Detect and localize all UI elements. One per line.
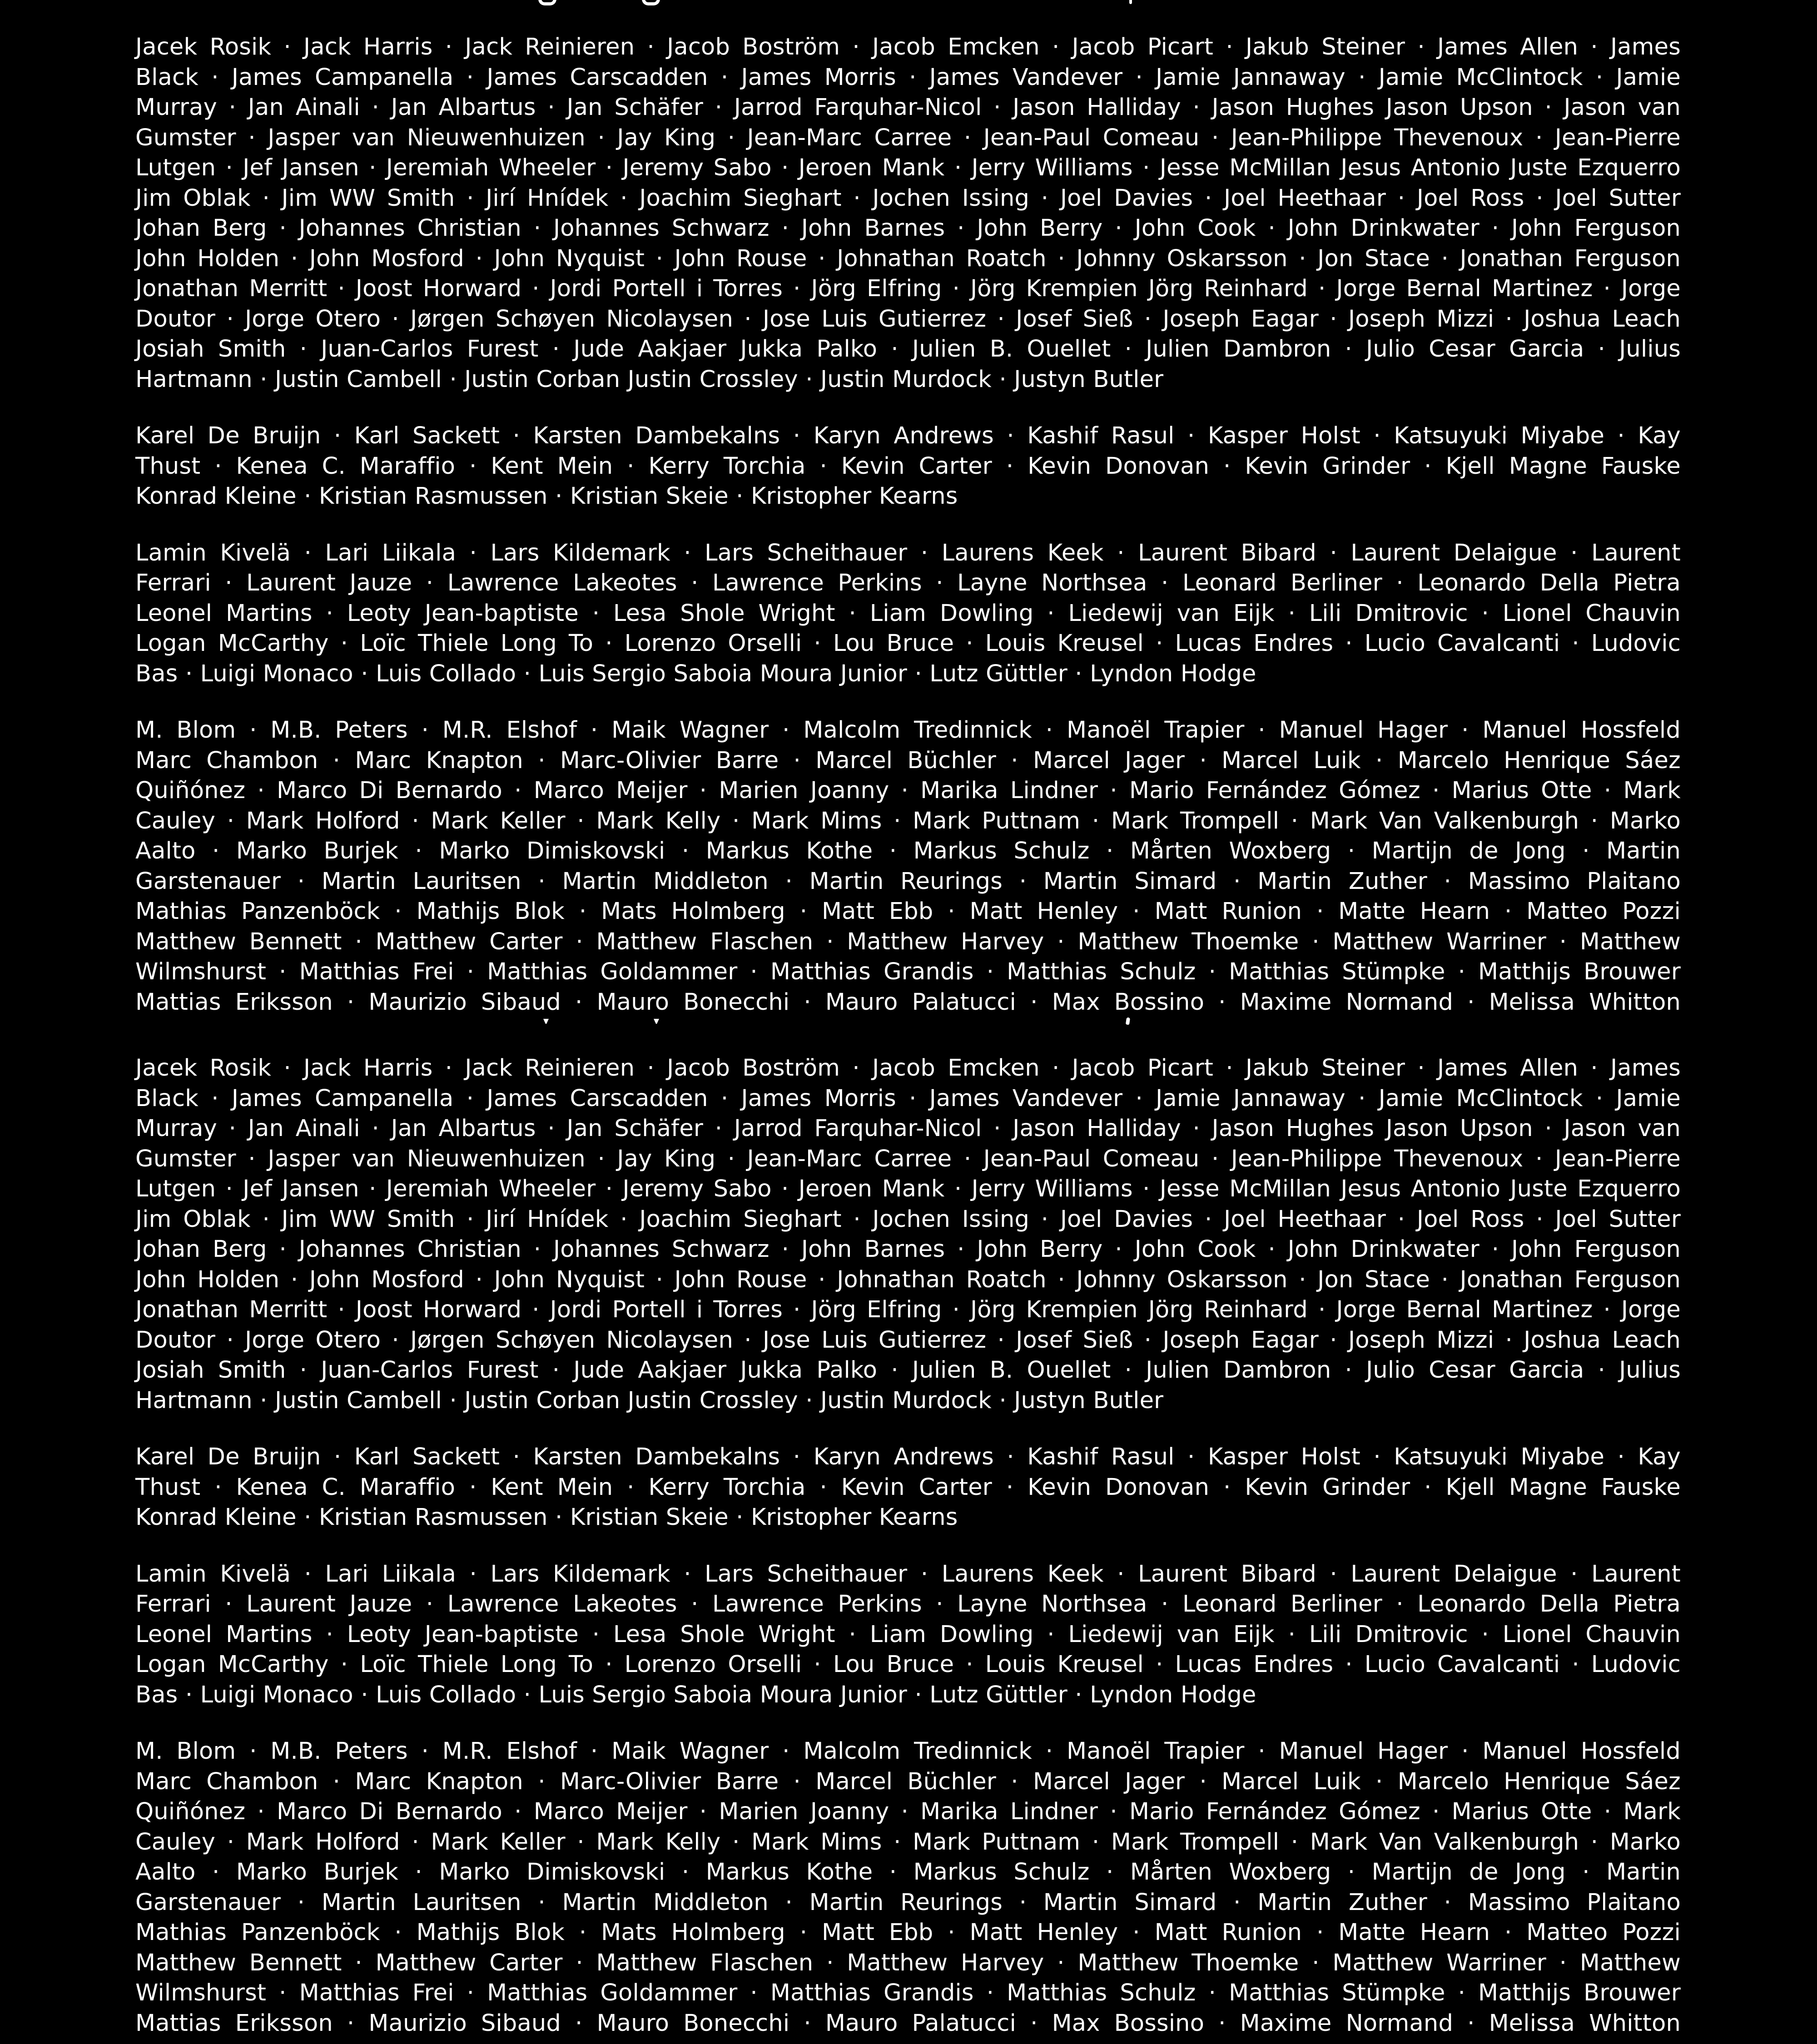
credits-line: Konrad Kleine · Kristian Rasmussen · Kristian Skeie · Kristopher Kearns xyxy=(135,1504,958,1531)
credits-line: Logan McCarthy · Loïc Thiele Long To · Lorenzo Orselli · Lou Bruce · Louis Kreusel · Lucas Endres · Lucio Cavalcanti · Ludovic xyxy=(135,1651,1681,1678)
credits-tile xyxy=(135,32,1681,1017)
credits-line: John Holden · John Mosford · John Nyquist · John Rouse · Johnathan Roatch · Johnny Oskarsson · Jon Stace · Jonathan Ferguson xyxy=(135,1266,1681,1293)
credits-line: Garstenauer · Martin Lauritsen · Martin Middleton · Martin Reurings · Martin Simard · Martin Zuther · Massimo Plaitano xyxy=(135,1889,1681,1916)
credits-line: Ferrari · Laurent Jauze · Lawrence Lakeotes · Lawrence Perkins · Layne Northsea · Leonard Berliner · Leonardo Della Pietra xyxy=(135,1591,1681,1617)
clipped-descender-fragment xyxy=(642,0,660,5)
credits-line: Leonel Martins · Leoty Jean-baptiste · Lesa Shole Wright · Liam Dowling · Liedewij van Eijk · Lili Dmitrovic · Lionel Chauvin xyxy=(135,1621,1681,1648)
credits-line: Hartmann · Justin Cambell · Justin Corban Justin Crossley · Justin Murdock · Justyn Butler xyxy=(135,1387,1164,1414)
name-paragraph-m-names xyxy=(135,715,1681,1017)
credits-line: Thust · Kenea C. Maraffio · Kent Mein · Kerry Torchia · Kevin Carter · Kevin Donovan · Kevin Grinder · Kjell Magne Fauske xyxy=(135,1473,1681,1501)
credits-line: Hartmann · Justin Cambell · Justin Corban Justin Crossley · Justin Murdock · Justyn Butler xyxy=(135,366,1164,393)
credits-line: Karel De Bruijn · Karl Sackett · Karsten Dambekalns · Karyn Andrews · Kashif Rasul · Kasper Holst · Katsuyuki Miyabe · Kay xyxy=(135,1444,1681,1470)
credits-line: Black · James Campanella · James Carscadden · James Morris · James Vandever · Jamie Jannaway · Jamie McClintock · Jamie xyxy=(135,1085,1681,1112)
name-paragraph-j-names xyxy=(135,1053,1681,1416)
clipped-descender-fragment xyxy=(654,1019,659,1024)
credits-line: Johan Berg · Johannes Christian · Johannes Schwarz · John Barnes · John Berry · John Cook · John Drinkwater · John Ferguson xyxy=(135,1236,1681,1263)
credits-line: Quiñónez · Marco Di Bernardo · Marco Meijer · Marien Joanny · Marika Lindner · Mario Fernández Gómez · Marius Otte · Mark xyxy=(135,777,1681,804)
name-paragraph-l-names xyxy=(135,538,1681,690)
name-paragraph-j-names xyxy=(135,32,1681,395)
credits-line: Thust · Kenea C. Maraffio · Kent Mein · Kerry Torchia · Kevin Carter · Kevin Donovan · Kevin Grinder · Kjell Magne Fauske xyxy=(135,452,1681,480)
credits-line: Matthew Bennett · Matthew Carter · Matthew Flaschen · Matthew Harvey · Matthew Thoemke · Matthew Warriner · Matthew xyxy=(135,1949,1681,1976)
credits-line: Jacek Rosik · Jack Harris · Jack Reinieren · Jacob Boström · Jacob Emcken · Jacob Picart · Jakub Steiner · James Allen · James xyxy=(135,1055,1681,1082)
credits-line: Matthew Bennett · Matthew Carter · Matthew Flaschen · Matthew Harvey · Matthew Thoemke · Matthew Warriner · Matthew xyxy=(135,928,1681,955)
clipped-descender-fragment xyxy=(538,0,556,5)
name-paragraph-k-names xyxy=(135,421,1681,512)
name-paragraph-m-names xyxy=(135,1736,1681,2039)
credits-tile xyxy=(135,1053,1681,2039)
clipped-descender-fragment xyxy=(543,1019,549,1024)
credits-line: Mattias Eriksson · Maurizio Sibaud · Mauro Bonecchi · Mauro Palatucci · Max Bossino · Maxime Normand · Melissa Whitton xyxy=(135,2009,1681,2037)
credits-line: Bas · Luigi Monaco · Luis Collado · Luis Sergio Saboia Moura Junior · Lutz Güttler · Lyndon Hodge xyxy=(135,1681,1256,1708)
credits-line: Lutgen · Jef Jansen · Jeremiah Wheeler · Jeremy Sabo · Jeroen Mank · Jerry Williams · Jesse McMillan Jesus Antonio Juste Ezquerro xyxy=(135,1176,1681,1202)
credits-line: M. Blom · M.B. Peters · M.R. Elshof · Maik Wagner · Malcolm Tredinnick · Manoël Trapier · Manuel Hager · Manuel Hossfeld xyxy=(135,1738,1681,1765)
credits-line: Wilmshurst · Matthias Frei · Matthias Goldammer · Matthias Grandis · Matthias Schulz · Matthias Stümpke · Matthijs Brouwer xyxy=(135,958,1681,985)
credits-line: Josiah Smith · Juan-Carlos Furest · Jude Aakjaer Jukka Palko · Julien B. Ouellet · Julien Dambron · Julio Cesar Garcia · Julius xyxy=(135,336,1681,362)
credits-line: Marc Chambon · Marc Knapton · Marc-Olivier Barre · Marcel Büchler · Marcel Jager · Marcel Luik · Marcelo Henrique Sáez xyxy=(135,1768,1681,1795)
credits-line: Bas · Luigi Monaco · Luis Collado · Luis Sergio Saboia Moura Junior · Lutz Güttler · Lyndon Hodge xyxy=(135,660,1256,687)
credits-line: Jacek Rosik · Jack Harris · Jack Reinieren · Jacob Boström · Jacob Emcken · Jacob Picart · Jakub Steiner · James Allen · James xyxy=(135,34,1681,60)
credits-line: Quiñónez · Marco Di Bernardo · Marco Meijer · Marien Joanny · Marika Lindner · Mario Fernández Gómez · Marius Otte · Mark xyxy=(135,1798,1681,1825)
credits-line: Gumster · Jasper van Nieuwenhuizen · Jay King · Jean-Marc Carree · Jean-Paul Comeau · Jean-Philippe Thevenoux · Jean-Pierre xyxy=(135,1145,1681,1172)
credits-line: Marc Chambon · Marc Knapton · Marc-Olivier Barre · Marcel Büchler · Marcel Jager · Marcel Luik · Marcelo Henrique Sáez xyxy=(135,747,1681,774)
credits-line: Doutor · Jorge Otero · Jørgen Schøyen Nicolaysen · Jose Luis Gutierrez · Josef Sieß · Joseph Eagar · Joseph Mizzi · Joshua Leach xyxy=(135,305,1681,332)
credits-line: Lamin Kivelä · Lari Liikala · Lars Kildemark · Lars Scheithauer · Laurens Keek · Laurent Bibard · Laurent Delaigue · Laurent xyxy=(135,1560,1681,1588)
credits-line: Murray · Jan Ainali · Jan Albartus · Jan Schäfer · Jarrod Farquhar-Nicol · Jason Halliday · Jason Hughes Jason Upson · Jason van xyxy=(135,94,1681,121)
clipped-descender-fragment xyxy=(1129,0,1132,4)
credits-line: Murray · Jan Ainali · Jan Albartus · Jan Schäfer · Jarrod Farquhar-Nicol · Jason Halliday · Jason Hughes Jason Upson · Jason van xyxy=(135,1115,1681,1142)
credits-line: Jonathan Merritt · Joost Horward · Jordi Portell i Torres · Jörg Elfring · Jörg Krempien Jörg Reinhard · Jorge Bernal Martinez · Jorge xyxy=(135,1296,1681,1323)
credits-line: Jonathan Merritt · Joost Horward · Jordi Portell i Torres · Jörg Elfring · Jörg Krempien Jörg Reinhard · Jorge Bernal Martinez · Jorge xyxy=(135,275,1681,302)
credits-line: Garstenauer · Martin Lauritsen · Martin Middleton · Martin Reurings · Martin Simard · Martin Zuther · Massimo Plaitano xyxy=(135,868,1681,895)
name-paragraph-l-names xyxy=(135,1559,1681,1711)
clipped-descender-fragment xyxy=(1126,1017,1130,1025)
credits-line: Josiah Smith · Juan-Carlos Furest · Jude Aakjaer Jukka Palko · Julien B. Ouellet · Julien Dambron · Julio Cesar Garcia · Julius xyxy=(135,1357,1681,1384)
credits-line: Doutor · Jorge Otero · Jørgen Schøyen Nicolaysen · Jose Luis Gutierrez · Josef Sieß · Joseph Eagar · Joseph Mizzi · Joshua Leach xyxy=(135,1326,1681,1354)
credits-line: M. Blom · M.B. Peters · M.R. Elshof · Maik Wagner · Malcolm Tredinnick · Manoël Trapier · Manuel Hager · Manuel Hossfeld xyxy=(135,717,1681,744)
credits-line: Gumster · Jasper van Nieuwenhuizen · Jay King · Jean-Marc Carree · Jean-Paul Comeau · Jean-Philippe Thevenoux · Jean-Pierre xyxy=(135,124,1681,151)
credits-line: John Holden · John Mosford · John Nyquist · John Rouse · Johnathan Roatch · Johnny Oskarsson · Jon Stace · Jonathan Ferguson xyxy=(135,245,1681,272)
credits-line: Johan Berg · Johannes Christian · Johannes Schwarz · John Barnes · John Berry · John Cook · John Drinkwater · John Ferguson xyxy=(135,215,1681,242)
credits-line: Lutgen · Jef Jansen · Jeremiah Wheeler · Jeremy Sabo · Jeroen Mank · Jerry Williams · Jesse McMillan Jesus Antonio Juste Ezquerro xyxy=(135,154,1681,181)
credits-line: Mathias Panzenböck · Mathijs Blok · Mats Holmberg · Matt Ebb · Matt Henley · Matt Runion · Matte Hearn · Matteo Pozzi xyxy=(135,898,1681,925)
credits-line: Konrad Kleine · Kristian Rasmussen · Kristian Skeie · Kristopher Kearns xyxy=(135,483,958,510)
credits-line: Cauley · Mark Holford · Mark Keller · Mark Kelly · Mark Mims · Mark Puttnam · Mark Trompell · Mark Van Valkenburgh · Marko xyxy=(135,1828,1681,1855)
credits-line: Jim Oblak · Jim WW Smith · Jirí Hnídek · Joachim Sieghart · Jochen Issing · Joel Davies · Joel Heethaar · Joel Ross · Joel Sutter xyxy=(135,184,1681,212)
credits-line: Mathias Panzenböck · Mathijs Blok · Mats Holmberg · Matt Ebb · Matt Henley · Matt Runion · Matte Hearn · Matteo Pozzi xyxy=(135,1919,1681,1946)
credits-line: Logan McCarthy · Loïc Thiele Long To · Lorenzo Orselli · Lou Bruce · Louis Kreusel · Lucas Endres · Lucio Cavalcanti · Ludovic xyxy=(135,630,1681,657)
credits-line: Aalto · Marko Burjek · Marko Dimiskovski · Markus Kothe · Markus Schulz · Mårten Woxberg · Martijn de Jong · Martin xyxy=(135,838,1681,864)
credits-line: Karel De Bruijn · Karl Sackett · Karsten Dambekalns · Karyn Andrews · Kashif Rasul · Kasper Holst · Katsuyuki Miyabe · Kay xyxy=(135,422,1681,449)
credits-line: Jim Oblak · Jim WW Smith · Jirí Hnídek · Joachim Sieghart · Jochen Issing · Joel Davies · Joel Heethaar · Joel Ross · Joel Sutter xyxy=(135,1206,1681,1233)
credits-line: Wilmshurst · Matthias Frei · Matthias Goldammer · Matthias Grandis · Matthias Schulz · Matthias Stümpke · Matthijs Brouwer xyxy=(135,1980,1681,2006)
credits-line: Mattias Eriksson · Maurizio Sibaud · Mauro Bonecchi · Mauro Palatucci · Max Bossino · Maxime Normand · Melissa Whitton xyxy=(135,988,1681,1016)
credits-line: Cauley · Mark Holford · Mark Keller · Mark Kelly · Mark Mims · Mark Puttnam · Mark Trompell · Mark Van Valkenburgh · Marko xyxy=(135,807,1681,834)
credits-line: Black · James Campanella · James Carscadden · James Morris · James Vandever · Jamie Jannaway · Jamie McClintock · Jamie xyxy=(135,64,1681,91)
credits-line: Ferrari · Laurent Jauze · Lawrence Lakeotes · Lawrence Perkins · Layne Northsea · Leonard Berliner · Leonardo Della Pietra xyxy=(135,570,1681,596)
credits-line: Lamin Kivelä · Lari Liikala · Lars Kildemark · Lars Scheithauer · Laurens Keek · Laurent Bibard · Laurent Delaigue · Laurent xyxy=(135,539,1681,566)
credits-line: Aalto · Marko Burjek · Marko Dimiskovski · Markus Kothe · Markus Schulz · Mårten Woxberg · Martijn de Jong · Martin xyxy=(135,1859,1681,1885)
name-paragraph-k-names xyxy=(135,1442,1681,1533)
credits-line: Leonel Martins · Leoty Jean-baptiste · Lesa Shole Wright · Liam Dowling · Liedewij van Eijk · Lili Dmitrovic · Lionel Chauvin xyxy=(135,600,1681,627)
